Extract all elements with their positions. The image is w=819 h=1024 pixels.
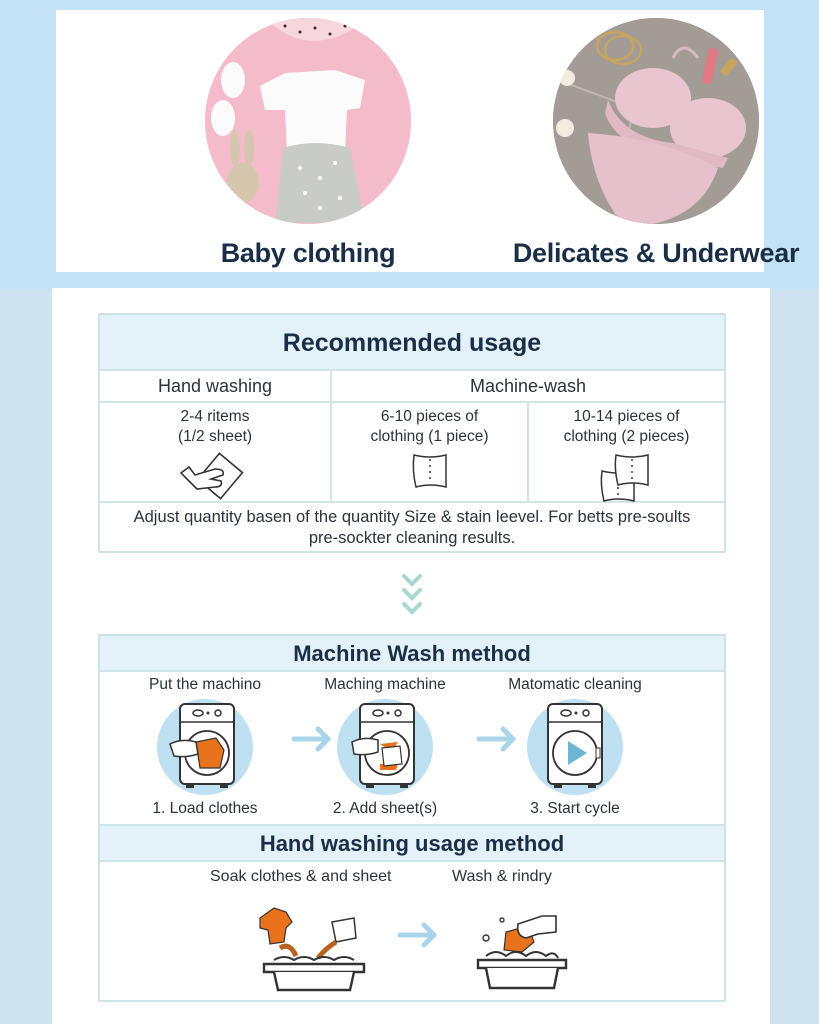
washing-machine-sheet-icon xyxy=(330,698,440,796)
category-label: Delicates & Underwear xyxy=(512,238,800,268)
machine-step-1 xyxy=(120,672,290,818)
usage-note xyxy=(100,503,724,549)
step-caption: Matomatic cleaning xyxy=(508,676,642,693)
hand-wash-card xyxy=(98,824,726,1002)
usage-cell-hand xyxy=(100,403,332,501)
step-label: 2. Add sheet(s) xyxy=(332,800,438,817)
hand-wash-steps xyxy=(100,862,724,1002)
hand-wash-title: Hand washing usage method xyxy=(100,826,724,862)
usage-note-line1: Adjust quantity basen of the quantity Size & stain leevel. For betts pre-soults xyxy=(133,508,691,526)
hand-step-1-label: Soak clothes & and sheet xyxy=(210,868,392,885)
machine-wash-card xyxy=(98,634,726,824)
baby-clothing-photo xyxy=(205,18,411,224)
instructions-panel xyxy=(52,288,770,1024)
category-panel xyxy=(56,10,800,272)
machine-wash-steps xyxy=(100,672,724,822)
usage-cell-line1: 10-14 pieces of xyxy=(573,408,680,425)
category-delicates-underwear xyxy=(506,18,806,269)
usage-row xyxy=(100,403,724,503)
usage-cell-line2: clothing (1 piece) xyxy=(370,428,489,445)
step-caption: Maching machine xyxy=(324,676,446,693)
column-header-hand-washing: Hand washing xyxy=(100,371,332,401)
step-label: 1. Load clothes xyxy=(152,800,258,817)
usage-cell-line1: 2-4 ritems xyxy=(180,408,250,425)
category-label: Baby clothing xyxy=(220,238,396,268)
soak-basin-icon xyxy=(250,898,380,997)
recommended-usage-title: Recommended usage xyxy=(100,315,724,371)
hand-sheet-icon xyxy=(100,451,330,503)
washing-machine-play-icon xyxy=(520,698,630,796)
machine-step-3 xyxy=(490,672,660,818)
double-sheet-icon xyxy=(529,451,724,507)
arrow-right-icon xyxy=(396,920,440,955)
triple-chevron-down-icon xyxy=(400,572,424,625)
usage-note-line2: pre-sockter cleaning results. xyxy=(308,529,516,547)
usage-column-headers xyxy=(100,371,724,403)
step-caption: Put the machino xyxy=(148,676,261,693)
delicates-photo xyxy=(553,18,759,224)
single-sheet-icon xyxy=(332,451,527,495)
hand-step-2-label: Wash & rindry xyxy=(452,868,552,885)
step-label: 3. Start cycle xyxy=(530,800,620,817)
machine-step-2 xyxy=(300,672,470,818)
category-baby-clothing xyxy=(148,18,468,269)
column-header-machine-wash: Machine-wash xyxy=(469,376,587,396)
usage-cell-line2: clothing (2 pieces) xyxy=(563,428,690,445)
usage-cell-line2: (1/2 sheet) xyxy=(177,428,253,445)
machine-wash-title: Machine Wash method xyxy=(100,636,724,672)
usage-cell-machine-small xyxy=(332,403,529,501)
usage-cell-machine-large xyxy=(529,403,724,501)
hand-wash-basin-icon xyxy=(472,898,572,997)
usage-cell-line1: 6-10 pieces of xyxy=(380,408,479,425)
recommended-usage-card xyxy=(98,313,726,553)
washing-machine-load-icon xyxy=(150,698,260,796)
